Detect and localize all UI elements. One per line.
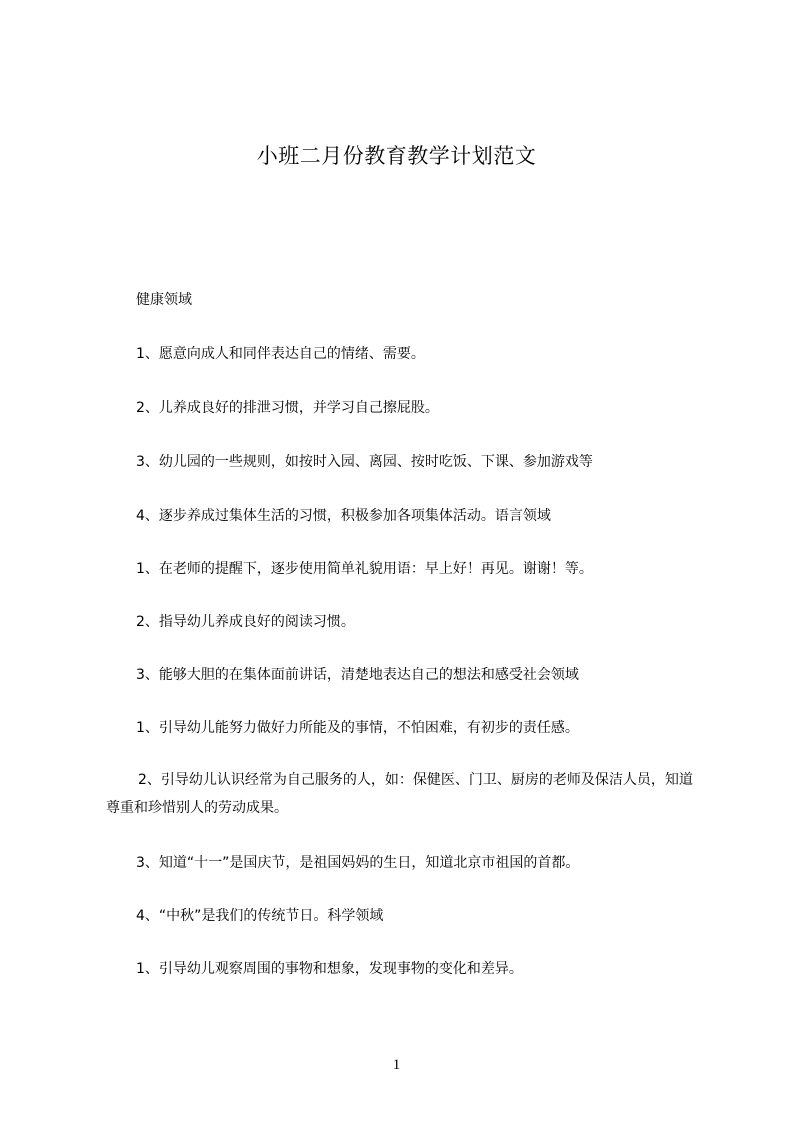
document-title: 小班二月份教育教学计划范文 <box>256 144 537 168</box>
paragraph: 3、能够大胆的在集体面前讲话，清楚地表达自己的想法和感受社会领域 <box>136 667 579 683</box>
paragraph: 2、儿养成良好的排泄习惯，并学习自己擦屁股。 <box>136 400 439 416</box>
paragraph: 1、引导幼儿能努力做好力所能及的事情，不怕困难，有初步的责任感。 <box>136 720 579 736</box>
paragraph: 4、“中秋”是我们的传统节日。科学领域 <box>136 908 384 924</box>
page-number: 1 <box>392 1057 401 1073</box>
paragraph-health-heading: 健康领域 <box>136 292 192 308</box>
paragraph: 1、引导幼儿观察周围的事物和想象，发现事物的变化和差异。 <box>136 961 523 977</box>
paragraph: 3、知道“十一”是国庆节，是祖国妈妈的生日，知道北京市祖国的首都。 <box>136 855 580 871</box>
paragraph-wrapped: 2、引导幼儿认识经常为自己服务的人，如：保健医、门卫、厨房的老师及保洁人员，知道尊重和珍惜别人的劳动成果。 <box>106 772 693 816</box>
paragraph: 2、指导幼儿养成良好的阅读习惯。 <box>136 614 355 630</box>
paragraph: 1、愿意向成人和同伴表达自己的情绪、需要。 <box>136 346 425 362</box>
paragraph: 3、幼儿园的一些规则，如按时入园、离园、按时吃饭、下课、参加游戏等 <box>136 454 593 470</box>
paragraph: 4、逐步养成过集体生活的习惯，积极参加各项集体活动。语言领域 <box>136 508 551 524</box>
paragraph: 1、在老师的提醒下，逐步使用简单礼貌用语：早上好！再见。谢谢！等。 <box>136 561 593 577</box>
